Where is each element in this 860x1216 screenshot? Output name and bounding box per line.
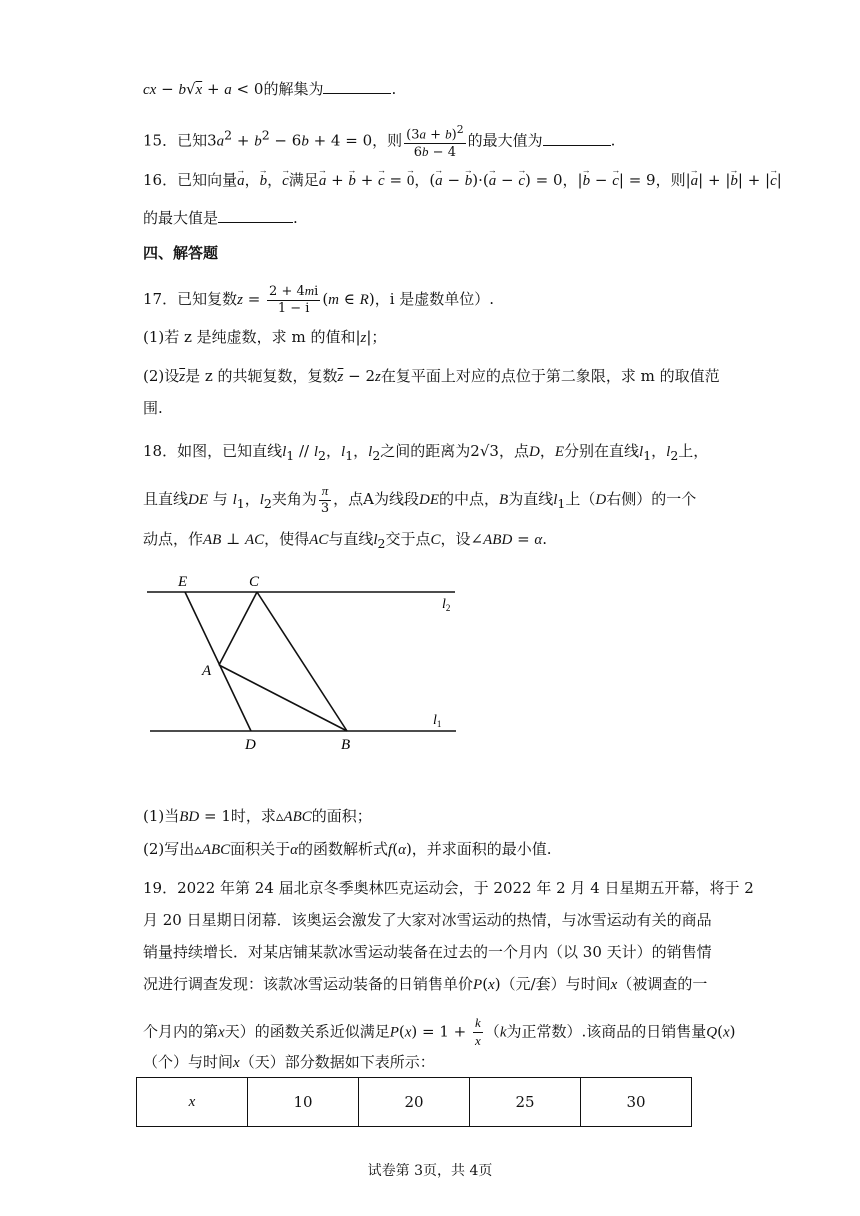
label-A: A [202, 663, 212, 679]
question-18-part1: (1)当BD = 1时，求▵ABC的面积； [143, 807, 372, 825]
answer-blank[interactable] [323, 79, 391, 94]
segment-AB [219, 665, 347, 731]
table-cell: 20 [359, 1078, 470, 1127]
label-B: B [341, 737, 351, 753]
answer-blank[interactable] [543, 131, 611, 146]
question-17-part2: (2)设$\overline{z}$是 z 的共轭复数，复数$\overline{z} - 2z$在复平面上对应的点位于第二象限，求 m 的取值范 [143, 367, 720, 385]
question-18-part2: (2)写出▵ABC面积关于α的函数解析式f(α)，并求面积的最小值. [143, 840, 552, 858]
segment-AC [219, 592, 257, 665]
question-18: 18．如图，已知直线$l_1 // l_2$，$l_1$，$l_2$之间的距离为2√3，点D，E分别在直线$l_1$，$l_2$上， [143, 442, 709, 463]
question-17: 17．已知复数z = $\frac{2 + 4mi}{1 - i}$ (m ∈ R)，i 是虚数单位）. [143, 283, 495, 316]
question-16: 16．已知向量→ a，→ b，→ c满足→ a + → b + → c = → 0，(→ a − → b)·(→ a − → c) = 0，|→ b − → c| = 9，则|→ a| + |→ b| + |→ c| [143, 170, 782, 191]
question-18-line2: 且直线DE 与 $l_1$，$l_2$夹角为 $\frac{\pi}{3}$ ，点A为线段DE的中点，B为直线$l_1$上（D右侧）的一个 [143, 483, 697, 516]
q14-suffix: 的解集为 [263, 80, 324, 98]
question-18-line3: 动点，作AB ⊥ AC，使得AC与直线$l_2$交于点C，设∠ABD = α. [143, 530, 548, 551]
question-19-r3: 销量持续增长．对某店铺某款冰雪运动装备在过去的一个月内（以 30 天计）的销售情 [143, 943, 712, 961]
table-header-cell: x [137, 1078, 248, 1127]
label-l1: $l_1$ [433, 713, 442, 729]
question-19-r6: （个）与时间x（天）部分数据如下表所示： [143, 1053, 435, 1071]
question-15: 15．已知$3a^2 + b^2 - 6b + 4 = 0$，则 $\frac{(3a + b)^2}{6b - 4}$ 的最大值为 . [143, 123, 616, 161]
question-19-r5: 个月内的第x天）的函数关系近似满足P(x) = 1 + $\frac{k}{x}$ （k为正常数）.该商品的日销售量Q(x) [143, 1015, 736, 1048]
segment-CB [257, 592, 347, 731]
table-cell: 10 [248, 1078, 359, 1127]
label-E: E [178, 574, 188, 590]
table-row [137, 1078, 692, 1127]
segment-ED [185, 592, 251, 731]
q14-tail: cx − b√x + a < 0的解集为 . [143, 80, 397, 98]
table-cell: 25 [470, 1078, 581, 1127]
question-19-r1: 19．2022 年第 24 届北京冬季奥林匹克运动会，于 2022 年 2 月 4 日星期五开幕，将于 2 [143, 879, 754, 897]
label-C: C [249, 574, 260, 590]
label-l2: $l_2$ [442, 597, 451, 613]
page-footer: 试卷第 3页，共 4页 [367, 1163, 493, 1179]
question-19-r2: 月 20 日星期日闭幕．该奥运会激发了大家对冰雪运动的热情，与冰雪运动有关的商品 [143, 911, 712, 929]
data-table [136, 1077, 692, 1127]
geometry-figure [140, 568, 480, 758]
question-17-part1: (1)若 z 是纯虚数，求 m 的值和|z|； [143, 328, 387, 346]
section-heading: 四、解答题 [143, 244, 219, 262]
label-D: D [245, 737, 256, 753]
question-17-part2-cont: 围. [143, 399, 163, 417]
fraction: $\frac{(3a + b)^2}{6b - 4}$ [406, 123, 464, 161]
question-16-line2: 的最大值是 . [143, 209, 298, 227]
answer-blank[interactable] [218, 208, 293, 223]
table-cell: 30 [581, 1078, 692, 1127]
question-19-r4: 况进行调查发现：该款冰雪运动装备的日销售单价P(x)（元/套）与时间x（被调查的一 [143, 975, 708, 993]
